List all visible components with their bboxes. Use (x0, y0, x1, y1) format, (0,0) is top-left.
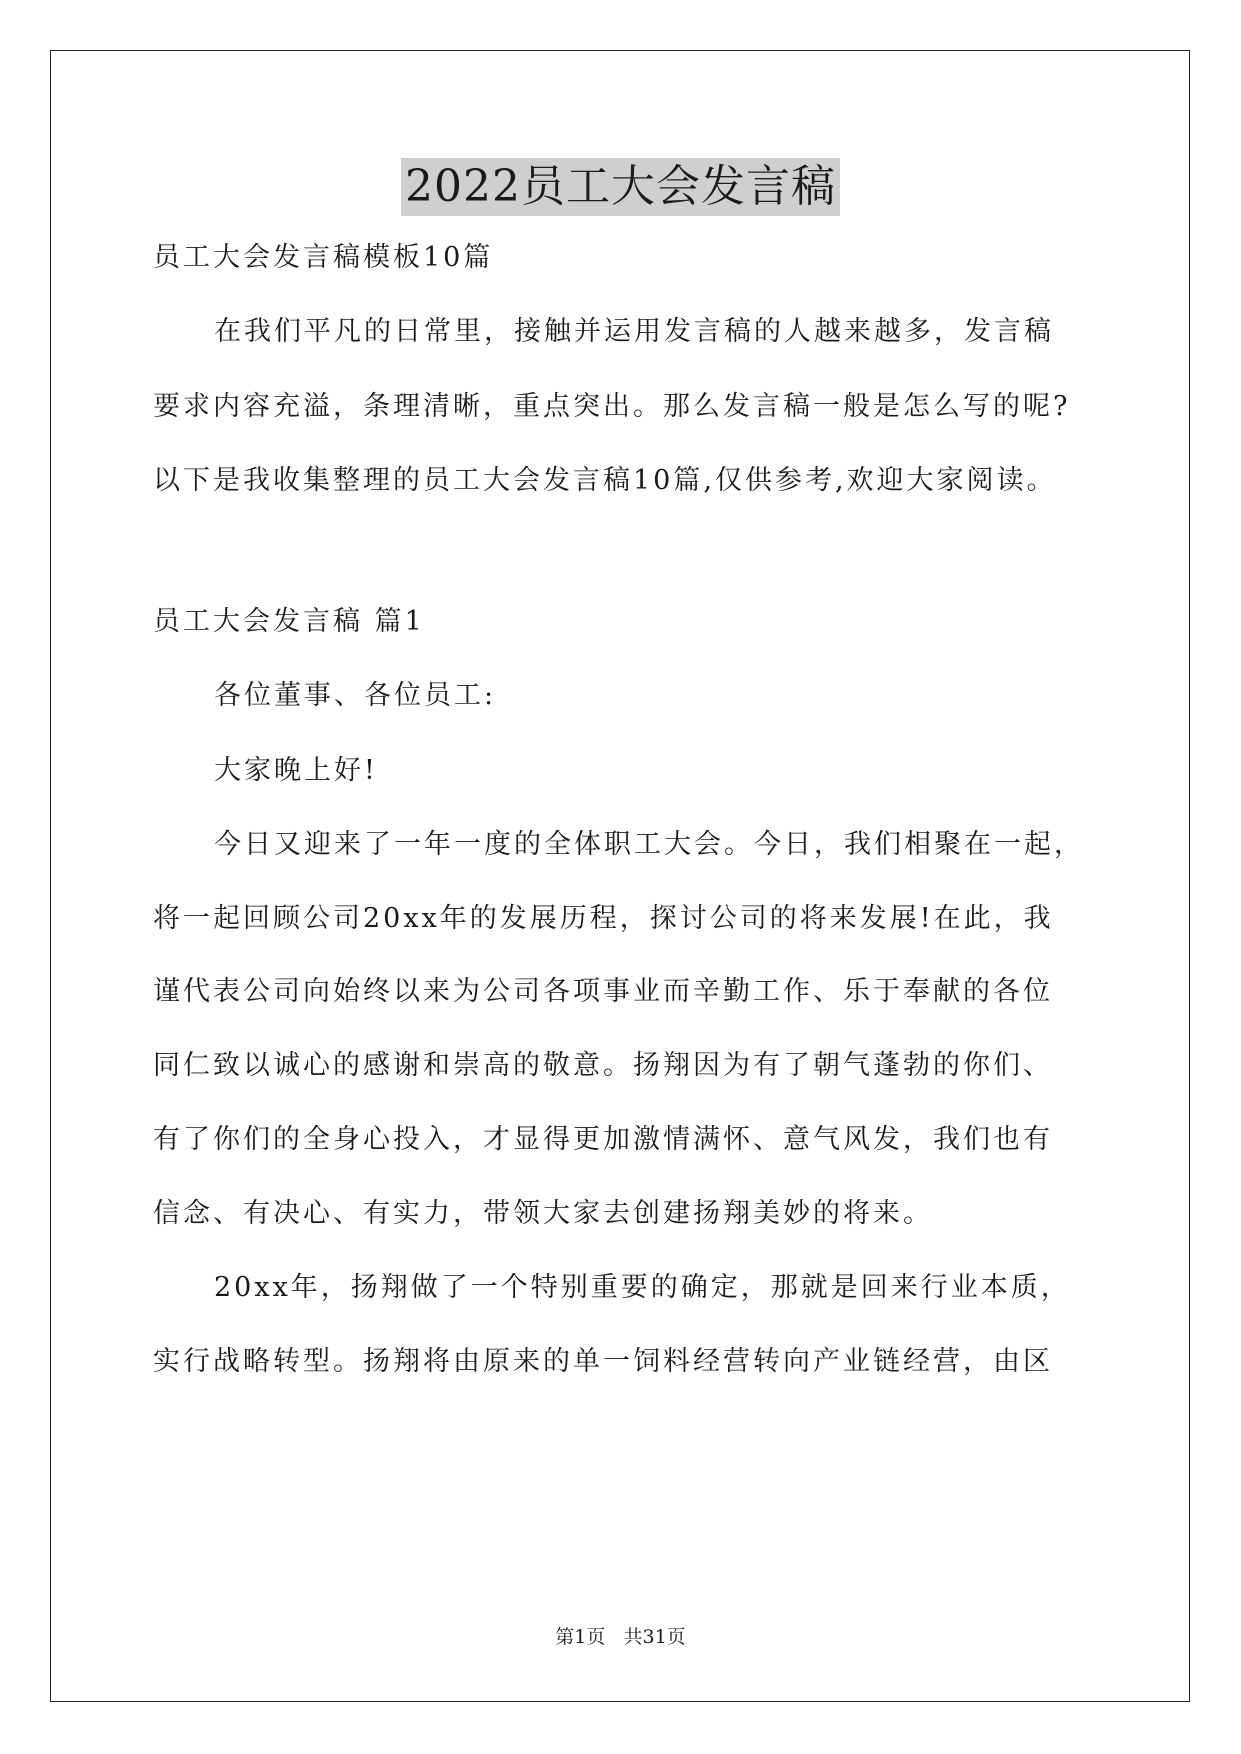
body-line: 今日又迎来了一年一度的全体职工大会。今日，我们相聚在一起， (214, 829, 1084, 860)
intro-line: 在我们平凡的日常里，接触并运用发言稿的人越来越多，发言稿 (214, 316, 1054, 347)
document-title: 2022员工大会发言稿 (401, 158, 840, 216)
body-line: 谨代表公司向始终以来为公司各项事业而辛勤工作、乐于奉献的各位 (153, 976, 1053, 1007)
body-line: 有了你们的全身心投入，才显得更加激情满怀、意气风发，我们也有 (153, 1124, 1053, 1155)
intro-line: 以下是我收集整理的员工大会发言稿10篇,仅供参考,欢迎大家阅读。 (153, 465, 1057, 496)
page-footer: 第1页 共31页 (555, 1626, 686, 1648)
body-line: 将一起回顾公司20xx年的发展历程，探讨公司的将来发展!在此，我 (153, 903, 1054, 934)
body-line: 实行战略转型。扬翔将由原来的单一饲料经营转向产业链经营，由区 (153, 1346, 1053, 1377)
salutation: 各位董事、各位员工: (214, 680, 497, 711)
body-line: 信念、有决心、有实力，带领大家去创建扬翔美妙的将来。 (153, 1198, 933, 1229)
title-container (0, 158, 1241, 216)
greeting: 大家晚上好! (214, 755, 378, 786)
page-border (50, 50, 1190, 1702)
intro-line: 要求内容充溢，条理清晰，重点突出。那么发言稿一般是怎么写的呢? (153, 391, 1071, 422)
body-line: 20xx年，扬翔做了一个特别重要的确定，那就是回来行业本质， (214, 1272, 1071, 1303)
subtitle: 员工大会发言稿模板10篇 (153, 242, 494, 273)
section-heading: 员工大会发言稿 篇1 (153, 606, 425, 637)
body-line: 同仁致以诚心的感谢和崇高的敬意。扬翔因为有了朝气蓬勃的你们、 (153, 1050, 1053, 1081)
